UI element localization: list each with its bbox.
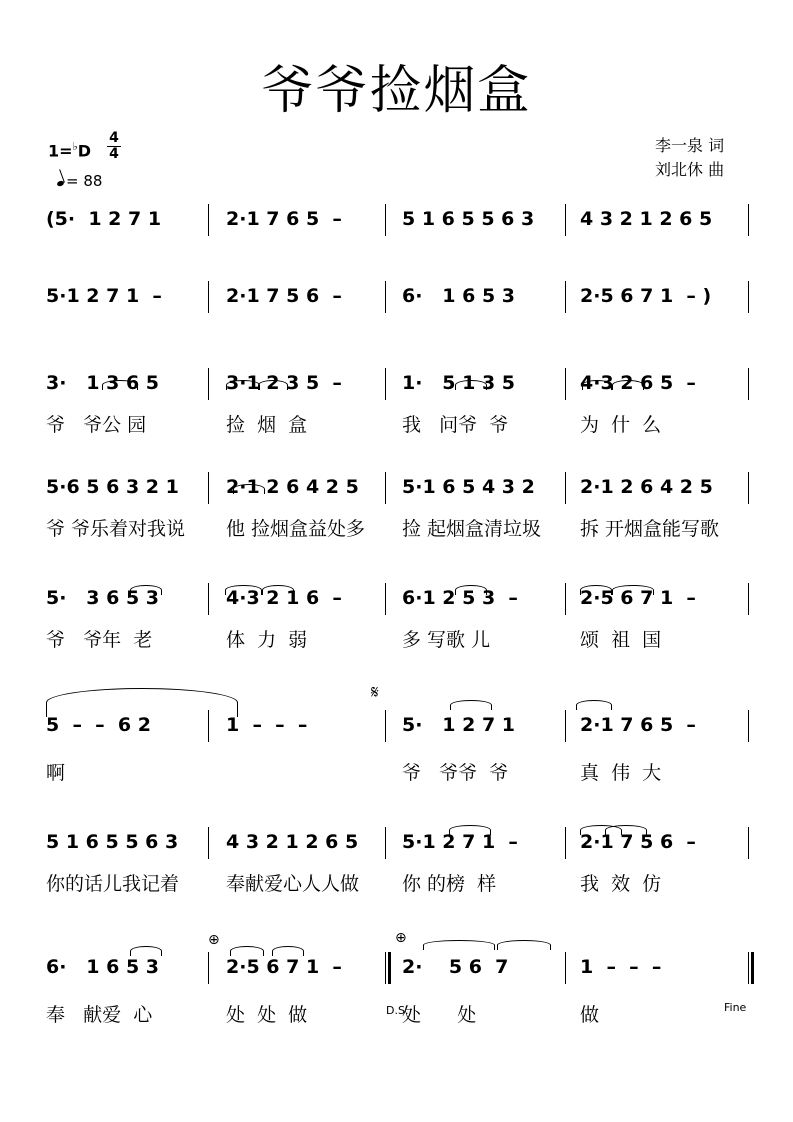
barline: [385, 281, 386, 313]
ds-marking: D.S.: [386, 1004, 409, 1017]
barline: [208, 281, 209, 313]
measure-notes: 5· 3 6 5 3: [46, 587, 160, 609]
slur-mark: [497, 940, 551, 950]
measure-notes: (5· 1 2 7 1: [46, 208, 162, 230]
measure-lyrics: 颂 祖 国: [580, 629, 662, 651]
measure-notes: 2·1 2 6 4 2 5: [226, 476, 359, 498]
slur-mark: [102, 380, 138, 390]
barline: [385, 472, 386, 504]
slur-mark: [605, 825, 647, 835]
measure-lyrics: 奉献爱心人人做: [226, 873, 360, 895]
slur-mark: [230, 946, 264, 956]
measure-notes: 5·1 6 5 4 3 2: [402, 476, 535, 498]
barline: [748, 583, 749, 615]
measure-notes: 6· 1 6 5 3: [402, 285, 516, 307]
measure-lyrics: 爷 爷公 园: [46, 414, 147, 436]
measure-lyrics: 处 处 做: [226, 1004, 308, 1026]
measure-notes: 3· 1 3 6 5: [46, 372, 160, 394]
measure-lyrics: 奉 献爱 心: [46, 1004, 153, 1026]
score-system: [0, 587, 793, 657]
measure-notes: 5·1 2 7 1 –: [402, 831, 518, 853]
barline: [208, 204, 209, 236]
barline: [565, 368, 566, 400]
measure-notes: 2·1 7 5 6 –: [226, 285, 342, 307]
segno-sign: 𝄋: [371, 682, 379, 703]
measure-notes: 2·1 2 6 4 2 5: [580, 476, 713, 498]
measure-lyrics: 我 问爷 爷: [402, 414, 509, 436]
measure-lyrics: 爷 爷爷 爷: [402, 762, 509, 784]
barline: [385, 368, 386, 400]
fine-marking: Fine: [724, 1001, 747, 1014]
measure-notes: 2·5 6 7 1 –: [226, 956, 342, 978]
measure-lyrics: 我 效 仿: [580, 873, 662, 895]
score-system: [0, 285, 793, 355]
score-system: [0, 831, 793, 901]
measure-notes: 5 1 6 5 5 6 3: [46, 831, 179, 853]
barline: [748, 368, 749, 400]
measure-lyrics: 你 的榜 样: [402, 873, 497, 895]
measure-notes: 5 – – 6 2: [46, 714, 151, 736]
barline: [565, 281, 566, 313]
barline: [385, 204, 386, 236]
measure-notes: 6·1 2 5 3 –: [402, 587, 518, 609]
slur-mark: [450, 700, 492, 710]
barline: [565, 472, 566, 504]
measure-lyrics: 做: [580, 1004, 600, 1026]
barline: [748, 281, 749, 313]
slur-mark: [455, 380, 487, 390]
measure-lyrics: 体 力 弱: [226, 629, 308, 651]
barline: [748, 204, 749, 236]
quarter-note-icon: [56, 180, 64, 187]
measure-lyrics: 爷 爷年 老: [46, 629, 153, 651]
barline: [565, 710, 566, 742]
measure-notes: 2·5 6 7 1 –: [580, 587, 696, 609]
barline: [385, 583, 386, 615]
coda-sign: ⊕: [208, 932, 220, 948]
measure-notes: 1· 5 1 3 5: [402, 372, 516, 394]
barline: [565, 827, 566, 859]
key-signature: 1=♭D: [48, 140, 92, 161]
score-system: [0, 714, 793, 784]
long-slur-mark: [46, 688, 238, 717]
time-signature: 4 4: [105, 131, 123, 162]
slur-mark: [612, 585, 654, 595]
measure-lyrics: 多 写歌 儿: [402, 629, 491, 651]
score-system: [0, 476, 793, 546]
barline: [565, 583, 566, 615]
measure-notes: 1 – – –: [580, 956, 662, 978]
measure-notes: 2·1 7 6 5 –: [580, 714, 696, 736]
page-title: 爷爷捡烟盒: [261, 61, 532, 121]
lyricist-credit: 李一泉 词: [655, 136, 725, 155]
slur-mark: [580, 585, 612, 595]
measure-lyrics: 捡 起烟盒清垃圾: [402, 518, 542, 540]
slur-mark: [576, 700, 612, 710]
measure-lyrics: 拆 开烟盒能写歌: [580, 518, 720, 540]
measure-notes: 4 3 2 1 2 6 5: [580, 208, 713, 230]
barline: [748, 827, 749, 859]
measure-lyrics: 为 什 么: [580, 414, 662, 436]
barline: [208, 827, 209, 859]
measure-notes: 6· 1 6 5 3: [46, 956, 160, 978]
measure-notes: 5·6 5 6 3 2 1: [46, 476, 179, 498]
slur-mark: [612, 380, 644, 390]
slur-mark: [130, 585, 162, 595]
barline: [208, 952, 209, 984]
slur-mark: [258, 380, 288, 390]
measure-notes: 4 3 2 1 2 6 5: [226, 831, 359, 853]
slur-mark: [449, 825, 491, 835]
measure-notes: 5 1 6 5 5 6 3: [402, 208, 535, 230]
tempo-marking: = 88: [57, 172, 102, 190]
barline: [385, 952, 391, 984]
coda-sign: ⊕: [395, 930, 407, 946]
slur-mark: [225, 585, 262, 595]
slur-mark: [233, 484, 265, 494]
barline: [385, 827, 386, 859]
measure-notes: 2·1 7 6 5 –: [226, 208, 342, 230]
slur-mark: [262, 585, 294, 595]
measure-notes: 2· 5 6 7: [402, 956, 509, 978]
barline: [385, 710, 386, 742]
slur-mark: [272, 946, 304, 956]
composer-credit: 刘北休 曲: [655, 160, 725, 179]
measure-lyrics: 啊: [46, 762, 66, 784]
measure-notes: 5· 1 2 7 1: [402, 714, 516, 736]
score-system: [0, 208, 793, 278]
slur-mark: [226, 380, 260, 390]
measure-lyrics: 捡 烟 盒: [226, 414, 308, 436]
barline: [208, 472, 209, 504]
measure-lyrics: 处 处: [402, 1004, 477, 1026]
measure-notes: 2·5 6 7 1 – ): [580, 285, 712, 307]
measure-lyrics: 爷 爷乐着对我说: [46, 518, 186, 540]
barline: [565, 952, 566, 984]
measure-notes: 4·3 2 6 5 –: [580, 372, 696, 394]
barline: [208, 583, 209, 615]
measure-lyrics: 你的话儿我记着: [46, 873, 180, 895]
slur-mark: [130, 946, 162, 956]
barline: [748, 710, 749, 742]
measure-lyrics: 他 捡烟盒益处多: [226, 518, 366, 540]
measure-lyrics: 真 伟 大: [580, 762, 662, 784]
measure-notes: 4·3 2 1 6 –: [226, 587, 342, 609]
barline: [748, 472, 749, 504]
measure-notes: 5·1 2 7 1 –: [46, 285, 162, 307]
barline: [748, 952, 754, 984]
measure-notes: 3·1 2 3 5 –: [226, 372, 342, 394]
slur-mark: [582, 380, 612, 390]
barline: [565, 204, 566, 236]
slur-mark: [423, 940, 495, 950]
barline: [208, 368, 209, 400]
measure-notes: 1 – – –: [226, 714, 308, 736]
measure-notes: 2·1 7 5 6 –: [580, 831, 696, 853]
slur-mark: [455, 585, 487, 595]
